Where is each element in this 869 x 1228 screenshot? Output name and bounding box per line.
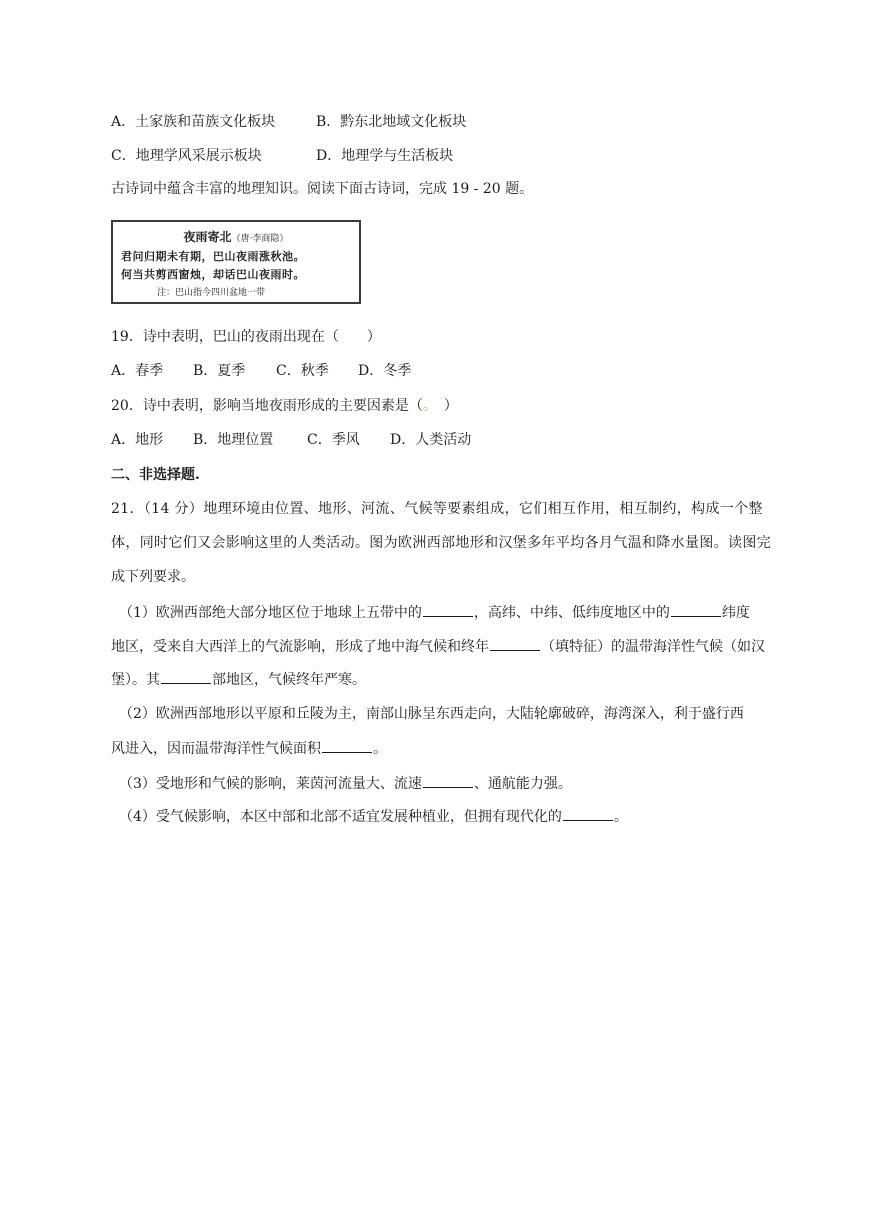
q20-option-b: B．地理位置 — [193, 432, 274, 448]
q20-stem-prefix: 20．诗中表明，影响当地夜雨形成的主要因素是（ — [111, 398, 423, 414]
answer-blank[interactable] — [423, 773, 473, 788]
q21-p2-text-b: 风进入，因而温带海洋性气候面积 — [111, 741, 321, 757]
q21-p3-text-a: （3）受地形和气候的影响，莱茵河流量大、流速 — [119, 776, 422, 792]
answer-blank[interactable] — [563, 806, 613, 821]
poem-title-text: 夜雨寄北 — [183, 230, 232, 244]
poem-note: 注：巴山指今四川盆地一带 — [157, 288, 266, 298]
q19-stem: 19．诗中表明，巴山的夜雨出现在（ ） — [111, 329, 381, 345]
q21-part-2-line-1: （2）欧洲西部地形以平原和丘陵为主，南部山脉呈东西走向，大陆轮廓破碎，海湾深入，利于盛行西 — [119, 706, 744, 722]
q21-part-1-line-3 — [111, 669, 366, 690]
answer-blank[interactable] — [161, 669, 211, 684]
q20-option-a: A．地形 — [111, 432, 164, 448]
q21-p1-text-f: 堡）。其 — [111, 672, 160, 688]
poem-line-2: 何当共剪西窗烛，却话巴山夜雨时。 — [121, 268, 305, 281]
q21-part-2-line-2 — [111, 738, 387, 759]
q20-option-d: D．人类活动 — [390, 432, 472, 448]
q21-part-3 — [119, 773, 572, 794]
q21-p1-text-g: 部地区，气候终年严寒。 — [212, 672, 366, 688]
poem-image — [111, 220, 361, 304]
q21-intro-line-3: 成下列要求。 — [111, 569, 195, 585]
answer-blank[interactable] — [490, 636, 540, 651]
poem-line-1: 君问归期未有期，巴山夜雨涨秋池。 — [121, 250, 305, 263]
q21-p3-text-b: 、通航能力强。 — [473, 776, 572, 792]
q20-stem-dot: 。 — [422, 398, 430, 414]
q21-intro-line-2: 体，同时它们又会影响这里的人类活动。图为欧洲西部地形和汉堡多年平均各月气温和降水量图。读图完 — [111, 535, 772, 551]
answer-blank[interactable] — [671, 602, 721, 617]
q18-options-row2 — [111, 146, 453, 166]
q20-stem-suffix: ） — [429, 398, 458, 414]
q21-p1-text-b: ，高纬、中纬、低纬度地区中的 — [473, 605, 670, 621]
q21-p2-text-c: 。 — [373, 741, 387, 757]
poem-author: （唐·李商隐） — [231, 234, 289, 244]
q21-part-4 — [119, 806, 628, 827]
q21-p1-text-e: （填特征）的温带海洋性气候（如汉 — [541, 639, 765, 655]
q21-p4-text-b: 。 — [613, 809, 628, 825]
answer-blank[interactable] — [423, 602, 473, 617]
poem-title — [113, 228, 359, 245]
q21-p1-text-d: 地区，受来自大西洋上的气流影响，形成了地中海气候和终年 — [111, 639, 489, 655]
q20-stem — [111, 396, 458, 416]
q19-options — [111, 361, 411, 381]
q21-p4-text-a: （4）受气候影响，本区中部和北部不适宜发展种植业，但拥有现代化的 — [119, 809, 562, 825]
q21-p1-text-a: （1）欧洲西部绝大部分地区位于地球上五带中的 — [119, 605, 422, 621]
q19-option-a: A．春季 — [111, 363, 164, 379]
q21-p1-text-c: 纬度 — [721, 605, 750, 621]
section-2-title: 二、非选择题. — [111, 467, 200, 483]
answer-blank[interactable] — [322, 738, 372, 753]
q18-option-c: C．地理学风采展示板块 — [111, 148, 262, 164]
q18-option-a: A．土家族和苗族文化板块 — [111, 114, 276, 130]
q18-options-row1 — [111, 112, 466, 132]
q21-part-1-line-1 — [119, 602, 750, 623]
q19-option-c: C．秋季 — [276, 363, 329, 379]
q20-option-c: C．季风 — [307, 432, 360, 448]
q20-options — [111, 430, 471, 450]
q18-option-d: D．地理学与生活板块 — [316, 148, 454, 164]
q18-option-b: B．黔东北地域文化板块 — [316, 114, 467, 130]
q21-part-1-line-2 — [111, 636, 765, 657]
q21-intro-line-1: 21．（14 分）地理环境由位置、地形、河流、气候等要素组成，它们相互作用，相互制约，构成一个整 — [111, 501, 763, 517]
intro-19-20: 古诗词中蕴含丰富的地理知识。阅读下面古诗词，完成 19 - 20 题。 — [111, 181, 534, 197]
q19-option-d: D．冬季 — [358, 363, 412, 379]
q19-option-b: B．夏季 — [193, 363, 246, 379]
